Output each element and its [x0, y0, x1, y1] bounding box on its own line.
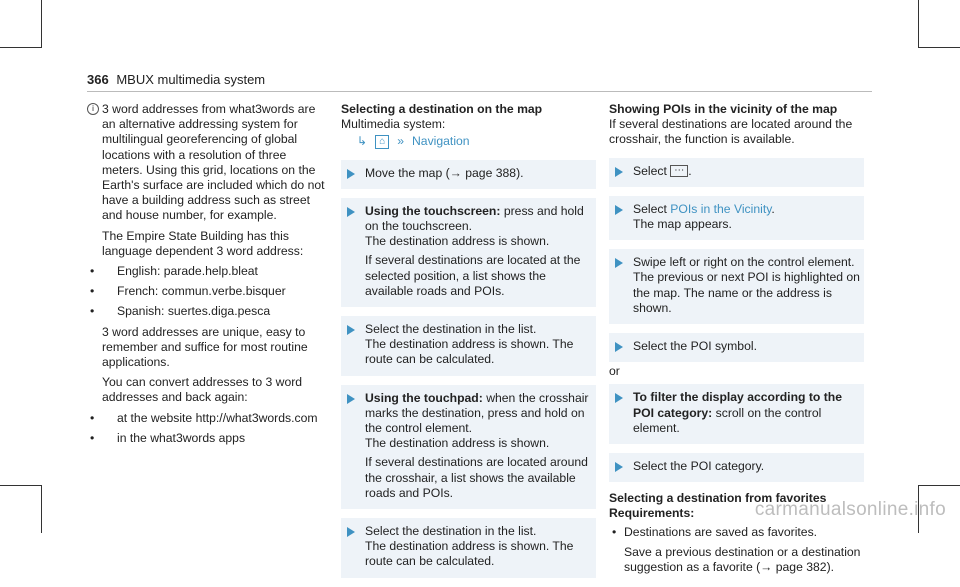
home-icon: ⌂	[375, 135, 389, 149]
step: Select the POI symbol.	[609, 333, 864, 362]
info-icon: i	[87, 103, 99, 115]
intro-text: If several destinations are located around the crosshair, the function is available.	[609, 117, 853, 147]
page-header	[87, 72, 265, 87]
requirements-title: Requirements:	[609, 506, 695, 521]
info-note: i 3 word addresses from what3words are an alternative addressing system for multilingual georeferencing of global locations with a resolution of three meters. Using this grid, locations on the Earth's surface are included which do not have a building address such as street and house number, for example.	[87, 102, 327, 224]
step: Move the map (→ page 388).	[341, 160, 596, 189]
column-2	[341, 102, 596, 587]
or-text: or	[609, 364, 620, 379]
step-arrow-icon	[347, 169, 355, 179]
list-item: • Destinations are saved as favorites.	[609, 525, 864, 540]
step-arrow-icon	[615, 393, 623, 403]
column-1	[87, 102, 327, 451]
section-title: Showing POIs in the vicinity of the map	[609, 102, 838, 116]
step-arrow-icon	[615, 342, 623, 352]
step-arrow-icon	[347, 325, 355, 335]
list-item: • French: commun.verbe.bisquer	[87, 284, 327, 299]
step-arrow-icon	[615, 258, 623, 268]
list-item: • Spanish: suertes.diga.pesca	[87, 304, 327, 319]
nav-link: Navigation	[412, 134, 470, 149]
step: Select POIs in the Vicinity. The map appears.	[609, 196, 864, 240]
step: Swipe left or right on the control element. The previous or next POI is highlighted on the map. The name or the address is shown.	[609, 249, 864, 324]
step-arrow-icon	[347, 527, 355, 537]
step: Select the POI category.	[609, 453, 864, 482]
double-chevron-icon: »	[397, 134, 404, 149]
page-title: MBUX multimedia system	[116, 72, 266, 87]
step-arrow-icon	[615, 205, 623, 215]
step: Select the destination in the list. The destination address is shown. The route can be calculated.	[341, 316, 596, 376]
section-title: Selecting a destination on the map	[341, 102, 543, 116]
step-arrow-icon	[615, 462, 623, 472]
arrow-icon: ↳	[357, 134, 368, 149]
req-text: Save a previous destination or a destination suggestion as a favorite (→ page 382).	[624, 544, 861, 575]
step: Using the touchpad: when the crosshair marks the destination, press and hold on the control element. The destination address is shown. If several destinations are located around the crosshair, a list shows the available roads and POIs.	[341, 385, 596, 509]
step: Select ⋯ .	[609, 158, 864, 187]
step: Select the destination in the list. The destination address is shown. The route can be calculated.	[341, 518, 596, 578]
list-item: • English: parade.help.bleat	[87, 264, 327, 279]
section-title: Selecting a destination from favorites	[609, 491, 827, 506]
step-arrow-icon	[347, 394, 355, 404]
system-label: Multimedia system:	[341, 117, 446, 132]
convert-text: You can convert addresses to 3 word addresses and back again:	[102, 375, 303, 405]
step: To filter the display according to the POI category: scroll on the control element.	[609, 384, 864, 444]
header-divider	[87, 91, 872, 92]
pois-link: POIs in the Vicinity	[670, 201, 772, 216]
list-item: • in the what3words apps	[87, 431, 327, 446]
page-number: 366	[87, 72, 109, 87]
step: Using the touchscreen: press and hold on the touchscreen. The destination address is shown. If several destinations are located at the selected position, a list shows the available roads and POIs.	[341, 198, 596, 307]
unique-text: 3 word addresses are unique, easy to remember and suffice for most routine applications.	[102, 324, 308, 370]
list-item: • at the website http://what3words.com	[87, 411, 327, 426]
step-arrow-icon	[347, 207, 355, 217]
empire-text: The Empire State Building has this language dependent 3 word address:	[102, 228, 304, 258]
step-arrow-icon	[615, 167, 623, 177]
watermark: carmanualsonline.info	[754, 499, 946, 520]
more-icon: ⋯	[670, 165, 688, 177]
nav-path	[341, 134, 596, 149]
